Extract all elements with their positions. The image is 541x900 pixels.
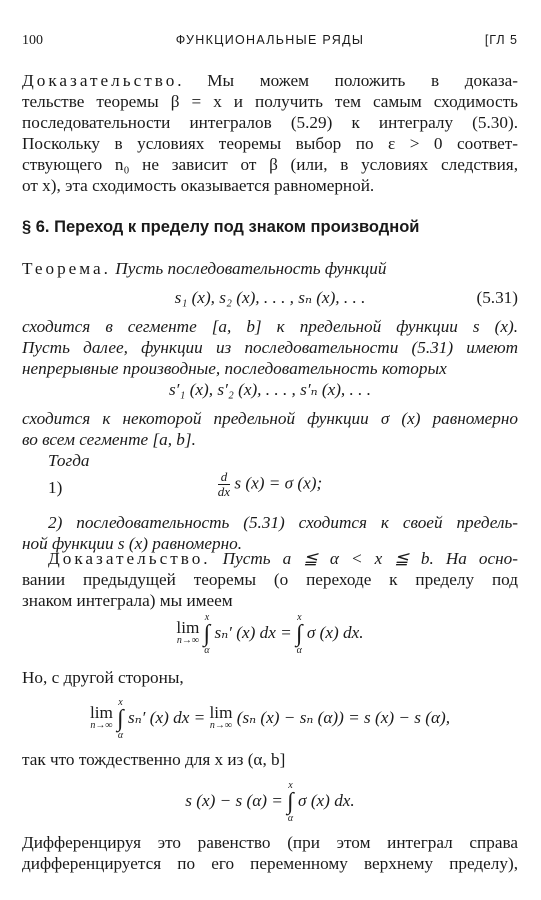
text-line: Поскольку в условиях теоремы выбор по ε > 0 соответ- xyxy=(22,134,518,153)
formula-limit-difference xyxy=(22,697,518,741)
text-line: Пусть последовательность функций xyxy=(110,259,387,278)
text-line: 2) последовательность (5.31) сходится к своей предель- xyxy=(48,513,518,532)
lower-limit: α xyxy=(204,645,210,656)
text-line: тельстве теоремы β = x и получить тем самым сходимость xyxy=(22,92,518,111)
text-line: непрерывные производные, последовательность которых xyxy=(22,359,447,378)
integral-symbol: ∫ xyxy=(296,621,303,647)
section-heading: § 6. Переход к пределу под знаком производной xyxy=(22,218,420,236)
text-line: Пусть далее, функции из последовательности (5.31) имеют xyxy=(22,338,518,357)
theorem-body-2 xyxy=(22,408,518,471)
fraction-denominator: dx xyxy=(217,484,231,499)
text-line: знаком интеграла) мы имеем xyxy=(22,591,233,610)
integral-symbol: ∫ xyxy=(203,621,211,647)
theorem-body xyxy=(22,316,518,379)
fraction xyxy=(218,470,230,499)
integral-symbol: ∫ xyxy=(117,706,124,732)
lower-limit: α xyxy=(287,813,294,824)
text-line: во всем сегменте [a, b]. xyxy=(22,430,196,449)
upper-limit: x xyxy=(204,612,210,623)
text-line: . Мы можем положить в доказа- xyxy=(177,71,518,90)
closing-paragraph xyxy=(22,832,518,874)
formula-text: sₙ′ (x) dx = xyxy=(210,622,297,642)
running-title: ФУНКЦИОНАЛЬНЫЕ РЯДЫ xyxy=(175,33,365,47)
proof-paragraph-1 xyxy=(22,70,518,196)
lower-limit: α xyxy=(117,730,124,741)
text-line: ствующего n₀ не зависит от β (или, в условиях следствия, xyxy=(22,155,518,174)
upper-limit: x xyxy=(288,780,293,791)
text-line: вании предыдущей теоремы (о переходе к пределу под xyxy=(22,570,518,589)
integral-sign xyxy=(117,697,124,741)
lower-limit: α xyxy=(296,645,302,656)
fraction-numerator: d xyxy=(218,470,230,485)
formula-text: s′₁ (x), s′₂ (x), . . . , s′ₙ (x), . . . xyxy=(168,380,372,399)
equation-number: (5.31) xyxy=(476,288,518,307)
chapter-label: [ГЛ 5 xyxy=(484,33,518,47)
lim-text: lim xyxy=(176,618,200,637)
text-line: сходится в сегменте [a, b] к предельной функции s (x). xyxy=(22,317,518,336)
formula-limit-integral xyxy=(22,612,518,656)
text-line: последовательности интегралов (5.29) к интегралу (5.30). xyxy=(22,113,518,132)
proof-heading-2: Доказательство. xyxy=(48,549,211,568)
text-line: Дифференцируя это равенство (при этом интеграл справа xyxy=(22,833,518,852)
limit-operator xyxy=(176,618,200,647)
text-line: от x), эта сходимость оказывается равномерной. xyxy=(22,176,375,195)
lim-subscript: n→∞ xyxy=(209,720,233,731)
formula-text: σ (x) dx. xyxy=(293,790,355,810)
text-line: Но, с другой стороны, xyxy=(22,668,184,687)
lim-subscript: n→∞ xyxy=(90,720,113,731)
formula-derivatives xyxy=(22,379,518,400)
formula-text: s₁ (x), s₂ (x), . . . , sₙ (x), . . . xyxy=(174,288,366,307)
theorem-heading: Теорема. xyxy=(22,259,111,278)
integral-sign xyxy=(287,780,294,824)
integral-symbol: ∫ xyxy=(287,789,294,815)
formula-derivative xyxy=(22,470,518,499)
formula-text: σ (x) dx. xyxy=(302,622,364,642)
formula-text: s (x) = σ (x); xyxy=(230,473,323,493)
formula-text: sₙ′ (x) dx = xyxy=(123,707,210,727)
theorem-intro xyxy=(22,258,518,279)
lim-text: lim xyxy=(89,703,113,722)
text-line: дифференцируется по его переменному верхнему пределу), xyxy=(22,854,518,873)
text-line: Пусть a ≦ α < x ≦ b. На осно- xyxy=(210,549,518,568)
text-other-side xyxy=(22,667,518,688)
item-number-1: 1) xyxy=(48,478,63,497)
upper-limit: x xyxy=(118,697,123,708)
lim-text: lim xyxy=(209,703,233,722)
page-number: 100 xyxy=(22,33,43,48)
lim-subscript: n→∞ xyxy=(176,635,199,646)
upper-limit: x xyxy=(297,612,302,623)
text-line: Тогда xyxy=(48,451,90,470)
text-line: ной функции s (x) равномерно. xyxy=(22,534,242,553)
text-line: сходится к некоторой предельной функции σ (x) равномерно xyxy=(22,409,518,428)
limit-operator xyxy=(89,703,113,732)
text-line: так что тождественно для x из (α, b] xyxy=(22,750,286,769)
formula-identity xyxy=(22,780,518,824)
formula-text: (sₙ (x) − sₙ (α)) = s (x) − s (α), xyxy=(232,707,451,727)
proof-paragraph-2 xyxy=(22,548,518,611)
integral-sign xyxy=(296,612,303,656)
formula-5-31 xyxy=(22,287,518,308)
page-header xyxy=(22,30,518,50)
limit-operator xyxy=(209,703,233,732)
proof-heading: Доказательство xyxy=(22,71,178,90)
text-identically xyxy=(22,749,518,770)
formula-text: s (x) − s (α) = xyxy=(185,790,288,810)
